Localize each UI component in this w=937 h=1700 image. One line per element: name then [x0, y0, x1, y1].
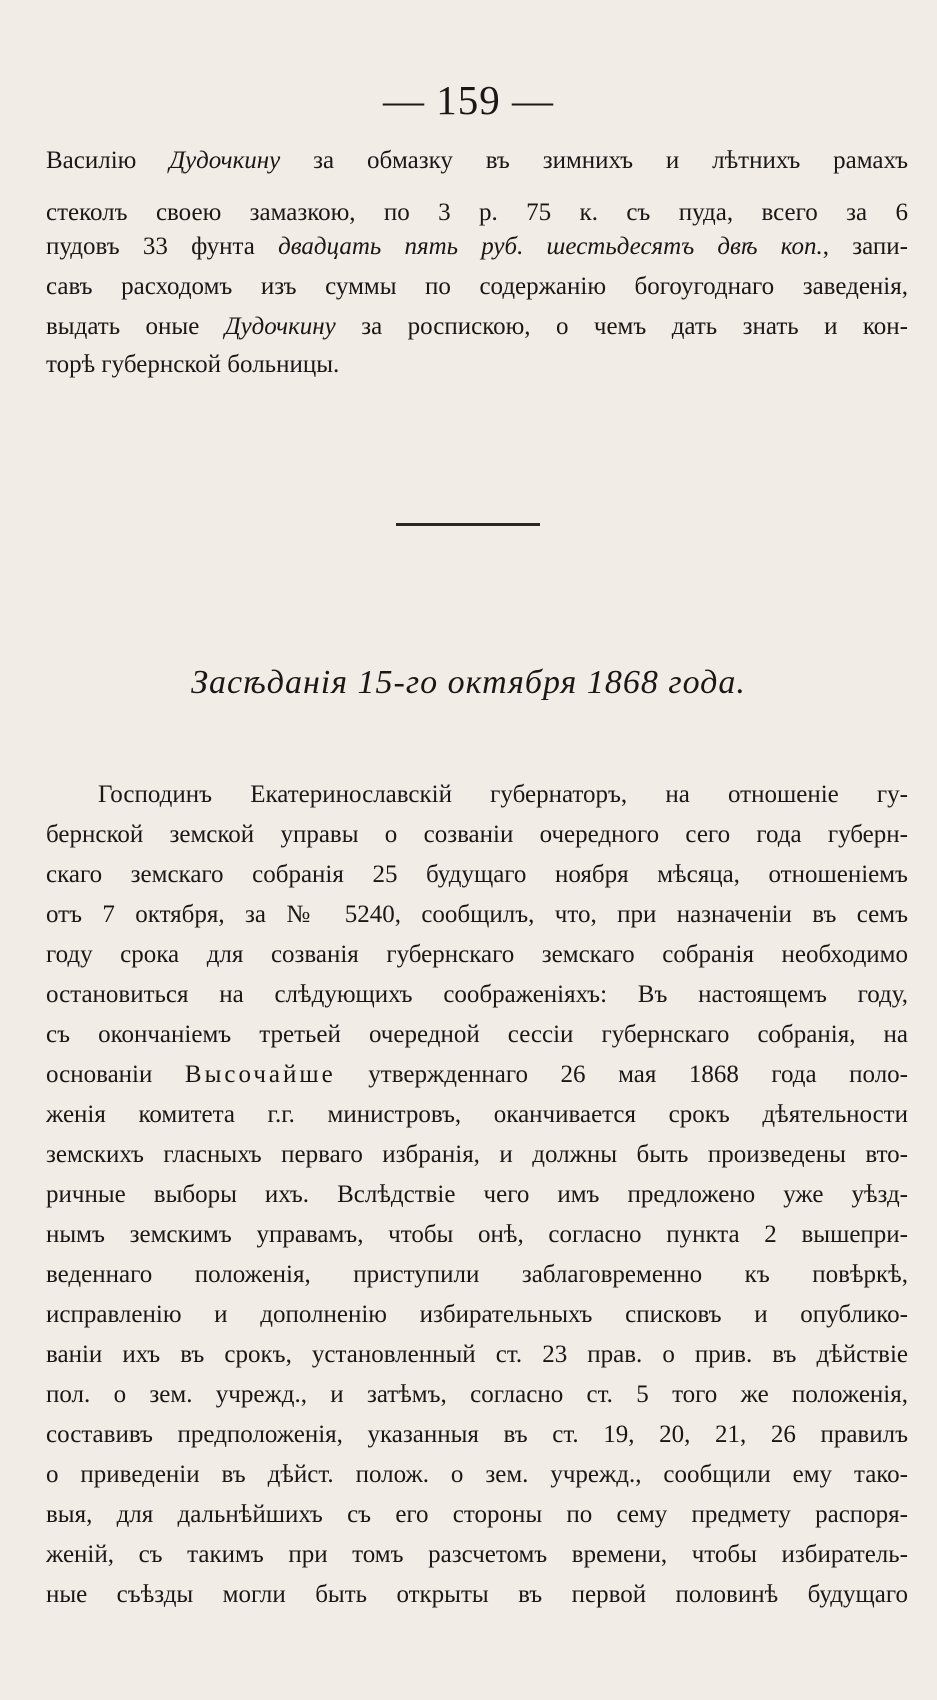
text-line: скаго земскаго собранія 25 будущаго ноября мѣсяца, отношеніемъ: [46, 861, 908, 888]
text-line: ные съѣзды могли быть открыты въ первой половинѣ будущаго: [46, 1581, 908, 1608]
text-line: съ окончаніемъ третьей очередной сессіи губернскаго собранія, на: [46, 1021, 908, 1048]
text-line: женія комитета г.г. министровъ, оканчивается срокъ дѣятельности: [46, 1101, 908, 1128]
text-line: о приведеніи въ дѣйст. полож. о зем. учрежд., сообщили ему тако-: [46, 1461, 908, 1488]
text-line: исправленію и дополненію избирательныхъ списковъ и опублико-: [46, 1301, 908, 1328]
name-emphasis: Дудочкину: [224, 313, 336, 340]
amount-emphasis: двадцать пять руб. шестьдесятъ двѣ коп.: [278, 233, 823, 260]
text-line: веденнаго положенія, приступили заблаговременно къ повѣркѣ,: [46, 1261, 908, 1288]
section-heading: Засѣданія 15-го октября 1868 года.: [191, 664, 746, 701]
text-line: стеколъ своею замазкою, по 3 р. 75 к. съ пуда, всего за 6: [46, 199, 908, 226]
text-line: остановиться на слѣдующихъ соображеніяхъ: Въ настоящемъ году,: [46, 981, 908, 1008]
text-line: савъ расходомъ изъ суммы по содержанію богоугоднаго заведенія,: [46, 273, 908, 300]
section-divider: [396, 523, 540, 526]
page-number: — 159 —: [383, 77, 554, 123]
text-line: Василію Дудочкину за обмазку въ зимнихъ и лѣтнихъ рамахъ: [46, 147, 908, 174]
text-line: женій, съ такимъ при томъ разсчетомъ времени, чтобы избиратель-: [46, 1541, 908, 1568]
text-line: бернской земской управы о созваніи очередного сего года губерн-: [46, 821, 908, 848]
name-emphasis: Дудочкину: [169, 147, 281, 174]
spaced-emphasis: Высочайше: [184, 1061, 336, 1088]
text-line: Господинъ Екатеринославскій губернаторъ, на отношеніе гу-: [98, 781, 908, 808]
text-line: пол. о зем. учрежд., и затѣмъ, согласно ст. 5 того же положенія,: [46, 1381, 908, 1408]
text-line: основаніи Высочайше утвержденнаго 26 мая 1868 года поло-: [46, 1061, 908, 1088]
text-line: году срока для созванія губернскаго земскаго собранія необходимо: [46, 941, 908, 968]
text-line: земскихъ гласныхъ перваго избранія, и должны быть произведены вто-: [46, 1141, 908, 1168]
text-line: пудовъ 33 фунта двадцать пять руб. шестьдесятъ двѣ коп., запи-: [46, 233, 908, 260]
text-line: выдать оные Дудочкину за роспискою, о чемъ дать знать и кон-: [46, 313, 908, 340]
text-line: выя, для дальнѣйшихъ съ его стороны по сему предмету распоря-: [46, 1501, 908, 1528]
text-line: ричные выборы ихъ. Вслѣдствіе чего имъ предложено уже уѣзд-: [46, 1181, 908, 1208]
text-line: нымъ земскимъ управамъ, чтобы онѣ, согласно пункта 2 вышепри-: [46, 1221, 908, 1248]
text-line: составивъ предположенія, указанныя въ ст. 19, 20, 21, 26 правилъ: [46, 1421, 908, 1448]
text-line: торѣ губернской больницы.: [46, 351, 340, 378]
text-line: ваніи ихъ въ срокъ, установленный ст. 23 прав. о прив. въ дѣйствіе: [46, 1341, 908, 1368]
text-line: отъ 7 октября, за № 5240, сообщилъ, что, при назначеніи въ семъ: [46, 901, 908, 928]
